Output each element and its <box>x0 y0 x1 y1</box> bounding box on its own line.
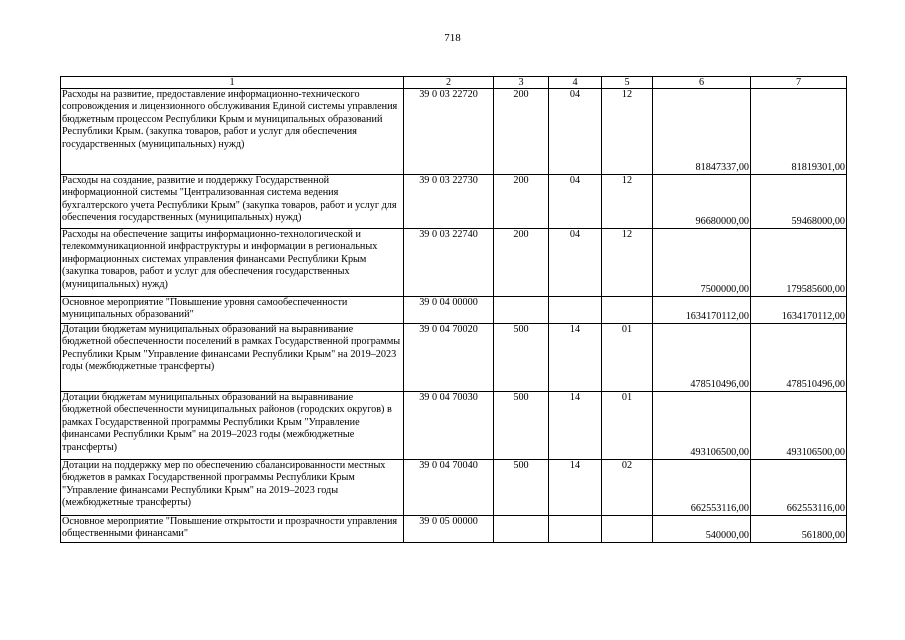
row-amount-col6: 478510496,00 <box>653 324 751 392</box>
row-amount-col7: 59468000,00 <box>751 175 847 229</box>
row-description: Расходы на обеспечение защиты информационно-технологической и телекоммуникационной инфраструктуры и информации в региональных информационных системах управления финансами Республики Крым (закупка товаров, работ и услуг для обеспечения государственных (муниципальных) нужд) <box>61 229 404 297</box>
row-subsection <box>602 297 653 324</box>
row-section <box>549 516 602 543</box>
row-amount-col7: 478510496,00 <box>751 324 847 392</box>
row-expense-type: 200 <box>494 175 549 229</box>
row-target-code: 39 0 03 22730 <box>404 175 494 229</box>
table-row <box>61 516 847 543</box>
row-description: Дотации бюджетам муниципальных образований на выравнивание бюджетной обеспеченности поселений в рамках Государственной программы Республики Крым "Управление финансами Республики Крым" на 2019–2023 годы (межбюджетные трансферты) <box>61 324 404 392</box>
row-section: 14 <box>549 460 602 516</box>
table-row <box>61 460 847 516</box>
row-amount-col7: 179585600,00 <box>751 229 847 297</box>
row-subsection: 12 <box>602 229 653 297</box>
row-description: Расходы на создание, развитие и поддержку Государственной информационной системы "Централизованная система ведения бухгалтерского учета Республики Крым" (закупка товаров, работ и услуг для обеспечения государственных (муниципальных) нужд) <box>61 175 404 229</box>
column-header: 7 <box>751 77 847 89</box>
row-subsection: 12 <box>602 175 653 229</box>
row-amount-col6: 81847337,00 <box>653 89 751 175</box>
row-target-code: 39 0 03 22740 <box>404 229 494 297</box>
table-row <box>61 175 847 229</box>
row-amount-col7: 561800,00 <box>751 516 847 543</box>
row-amount-col6: 493106500,00 <box>653 392 751 460</box>
table-row <box>61 392 847 460</box>
row-section <box>549 297 602 324</box>
row-section: 04 <box>549 175 602 229</box>
row-target-code: 39 0 04 70040 <box>404 460 494 516</box>
row-expense-type <box>494 297 549 324</box>
row-target-code: 39 0 05 00000 <box>404 516 494 543</box>
table-row <box>61 89 847 175</box>
row-target-code: 39 0 04 70020 <box>404 324 494 392</box>
page-number: 718 <box>444 32 461 44</box>
row-section: 04 <box>549 229 602 297</box>
row-section: 04 <box>549 89 602 175</box>
row-expense-type: 200 <box>494 89 549 175</box>
row-amount-col7: 493106500,00 <box>751 392 847 460</box>
row-subsection: 01 <box>602 392 653 460</box>
row-subsection: 01 <box>602 324 653 392</box>
row-expense-type: 200 <box>494 229 549 297</box>
row-amount-col7: 1634170112,00 <box>751 297 847 324</box>
row-amount-col7: 662553116,00 <box>751 460 847 516</box>
row-expense-type <box>494 516 549 543</box>
row-description: Дотации на поддержку мер по обеспечению сбалансированности местных бюджетов в рамках Государственной программы Республики Крым "Управление финансами Республики Крым" на 2019–2023 годы (межбюджетные трансферты) <box>61 460 404 516</box>
column-header: 2 <box>404 77 494 89</box>
row-target-code: 39 0 04 70030 <box>404 392 494 460</box>
table-row <box>61 324 847 392</box>
column-header: 5 <box>602 77 653 89</box>
column-header: 6 <box>653 77 751 89</box>
row-subsection: 12 <box>602 89 653 175</box>
row-amount-col6: 540000,00 <box>653 516 751 543</box>
budget-table <box>60 76 847 543</box>
row-description: Дотации бюджетам муниципальных образований на выравнивание бюджетной обеспеченности муниципальных районов (городских округов) в рамках Государственной программы Республики Крым "Управление финансами Республики Крым" на 2019–2023 годы (межбюджетные трансферты) <box>61 392 404 460</box>
row-description: Основное мероприятие "Повышение открытости и прозрачности управления общественными финансами" <box>61 516 404 543</box>
row-amount-col7: 81819301,00 <box>751 89 847 175</box>
row-amount-col6: 1634170112,00 <box>653 297 751 324</box>
row-target-code: 39 0 04 00000 <box>404 297 494 324</box>
row-expense-type: 500 <box>494 460 549 516</box>
row-subsection <box>602 516 653 543</box>
row-amount-col6: 96680000,00 <box>653 175 751 229</box>
row-description: Расходы на развитие, предоставление информационно-технического сопровождения и лицензионного обслуживания Единой системы управления бюджетным процессом Республики Крым и муниципальных образований Республики Крым. (закупка товаров, работ и услуг для обеспечения государственных (муниципальных) нужд) <box>61 89 404 175</box>
row-amount-col6: 7500000,00 <box>653 229 751 297</box>
table-row <box>61 229 847 297</box>
column-number-row <box>61 77 847 89</box>
row-expense-type: 500 <box>494 392 549 460</box>
row-expense-type: 500 <box>494 324 549 392</box>
row-section: 14 <box>549 392 602 460</box>
row-amount-col6: 662553116,00 <box>653 460 751 516</box>
row-section: 14 <box>549 324 602 392</box>
row-subsection: 02 <box>602 460 653 516</box>
column-header: 4 <box>549 77 602 89</box>
row-target-code: 39 0 03 22720 <box>404 89 494 175</box>
row-description: Основное мероприятие "Повышение уровня самообеспеченности муниципальных образований" <box>61 297 404 324</box>
column-header: 3 <box>494 77 549 89</box>
column-header: 1 <box>61 77 404 89</box>
table-row <box>61 297 847 324</box>
